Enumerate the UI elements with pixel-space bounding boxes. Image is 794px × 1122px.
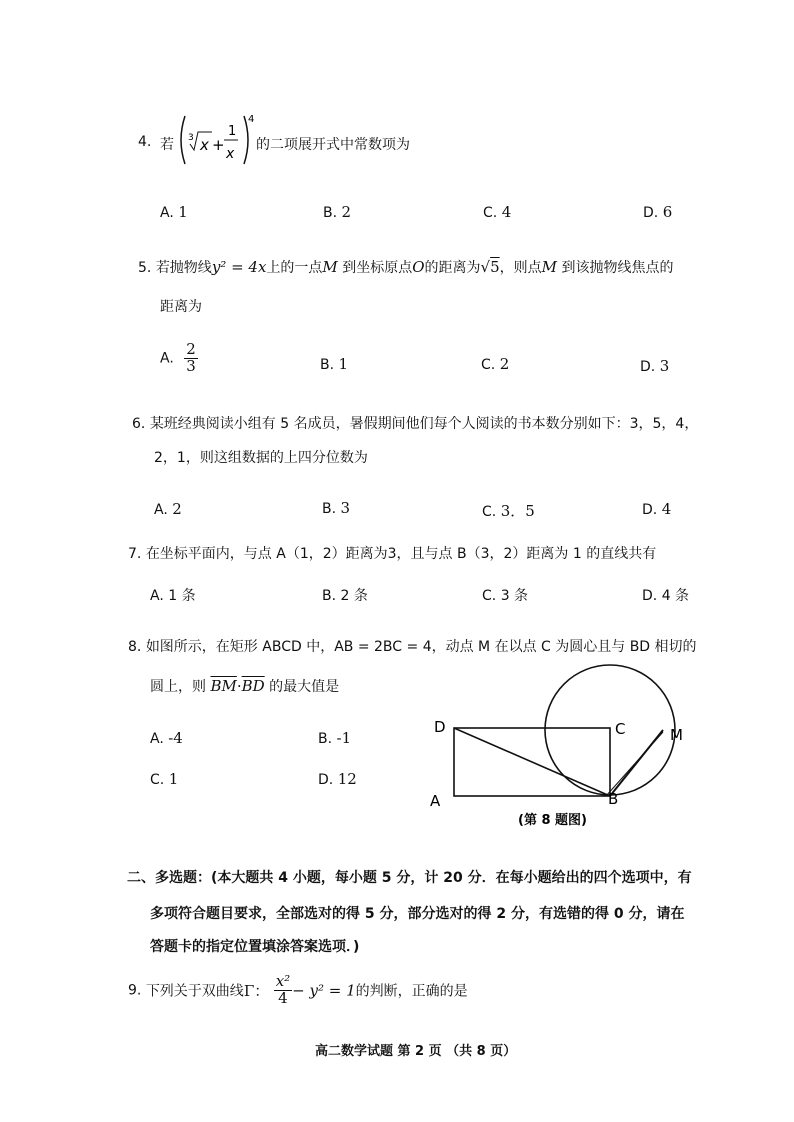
frac-denominator: x — [226, 146, 235, 162]
dot-operator: · — [236, 677, 242, 695]
label-d: D — [434, 718, 446, 736]
question-8-line2 — [150, 676, 339, 696]
q5-text-a: 若抛物线 — [155, 260, 212, 276]
figure-caption: (第 8 题图) — [518, 813, 587, 828]
q5-text-b: 上的一点 — [266, 260, 323, 276]
segment-bm — [610, 730, 663, 796]
question-text: 若 — [160, 137, 174, 153]
vector-bd: $\overline{BD}$ — [241, 677, 265, 695]
sqrt-five: √5 — [480, 258, 500, 276]
section-2-line1: 二、多选题：(本大题共 4 小题，每小题 5 分，计 20 分．在每小题给出的四个选项中，有 — [127, 870, 692, 886]
question-number: 6. — [132, 416, 146, 432]
option-d[interactable]: D. 6 — [643, 203, 673, 221]
question-8-line1 — [128, 636, 697, 656]
q9-text-b: 的判断，正确的是 — [355, 983, 468, 1000]
question-number: 5. — [138, 260, 152, 276]
q8-text-a: 圆上，则 — [150, 679, 206, 695]
label-a: A — [430, 792, 441, 810]
label-b: B — [608, 790, 619, 808]
question-number: 7. — [128, 546, 142, 562]
page-footer: 高二数学试题 第 2 页 （共 8 页） — [315, 1044, 517, 1059]
frac-numerator: 1 — [228, 124, 237, 139]
option-b[interactable]: B. 1 — [320, 355, 349, 373]
option-c[interactable]: C. 3 条 — [482, 588, 529, 604]
geometry-figure — [420, 660, 710, 840]
vector-bm: $\overline{BM}$ — [210, 677, 237, 695]
exponent: 4 — [248, 114, 255, 125]
option-a[interactable]: A. $\frac{2}{3}$ — [160, 340, 196, 375]
hyperbola-equation-rest: − y² = 1 — [292, 981, 356, 1000]
question-7-line1 — [128, 543, 656, 563]
question-text-post: 的二项展开式中常数项为 — [256, 137, 410, 153]
expr-plus: + — [212, 136, 225, 154]
option-d[interactable]: D. 4 条 — [642, 588, 690, 604]
question-number: 8. — [128, 639, 142, 655]
question-9-line1 — [128, 974, 468, 1007]
question-text: 在坐标平面内，与点 A（1，2）距离为3，且与点 B（3，2）距离为 1 的直线共有 — [145, 546, 657, 562]
question-text: 某班经典阅读小组有 5 名成员，暑假期间他们每个人阅读的书本数分别如下：3，5，4， — [149, 416, 699, 432]
option-c[interactable]: C. 2 — [481, 355, 510, 373]
segment-bd — [454, 728, 610, 796]
option-b[interactable]: B. -1 — [318, 729, 352, 747]
option-a[interactable]: A. 1 — [160, 203, 188, 221]
q5-text-e: ，则点 — [499, 260, 542, 276]
option-b[interactable]: B. 2 条 — [322, 588, 368, 604]
q5-text-d: 的距离为 — [424, 260, 481, 276]
option-b[interactable]: B. 2 — [323, 203, 352, 221]
option-c[interactable]: C. 1 — [150, 770, 179, 788]
question-number: 9. — [128, 982, 142, 999]
question-5-line2: 距离为 — [160, 299, 202, 315]
q9-text-a: 下列关于双曲线 — [145, 983, 244, 1000]
option-a[interactable]: A. -4 — [150, 729, 183, 747]
q5-text-c: 到坐标原点 — [342, 260, 413, 276]
option-c[interactable]: C. 4 — [483, 203, 512, 221]
hyperbola-name: Γ： — [243, 981, 270, 1000]
binomial-expression — [176, 110, 256, 170]
question-text: 如图所示，在矩形 ABCD 中，AB = 2BC = 4，动点 M 在以点 C 为圆心且与 BD 相切的 — [145, 639, 697, 655]
point-m-2: M — [541, 258, 558, 276]
question-5-line1 — [138, 257, 673, 277]
cube-root-index: 3 — [188, 133, 194, 143]
label-m: M — [670, 726, 683, 744]
point-o: O — [412, 258, 425, 276]
option-a[interactable]: A. 2 — [154, 500, 182, 518]
question-number: 4. — [138, 134, 152, 150]
label-c: C — [615, 720, 626, 738]
option-a[interactable]: A. 1 条 — [150, 588, 196, 604]
hyperbola-fraction: $\frac{\text{x²}}{4}$ — [275, 972, 291, 1007]
parabola-equation: y² = 4x — [211, 258, 267, 276]
question-6-line2: 2，1，则这组数据的上四分位数为 — [154, 450, 368, 466]
option-d[interactable]: D. 4 — [642, 500, 672, 518]
option-d[interactable]: D. 12 — [318, 770, 357, 788]
q5-text-f: 到该抛物线焦点的 — [561, 260, 674, 276]
question-6-line1 — [132, 413, 698, 433]
section-2-line2: 多项符合题目要求，全部选对的得 5 分，部分选对的得 2 分，有选错的得 0 分，请在 — [150, 906, 685, 922]
option-c[interactable]: C. 3．5 — [482, 502, 535, 520]
binomial-expression-graphic — [176, 110, 256, 170]
option-d[interactable]: D. 3 — [640, 357, 670, 375]
expr-x: x — [200, 136, 209, 154]
point-m: M — [322, 258, 338, 276]
section-2-line3: 答题卡的指定位置填涂答案选项．) — [150, 939, 360, 955]
option-b[interactable]: B. 3 — [322, 499, 351, 517]
q8-text-b: 的最大值是 — [269, 679, 340, 695]
